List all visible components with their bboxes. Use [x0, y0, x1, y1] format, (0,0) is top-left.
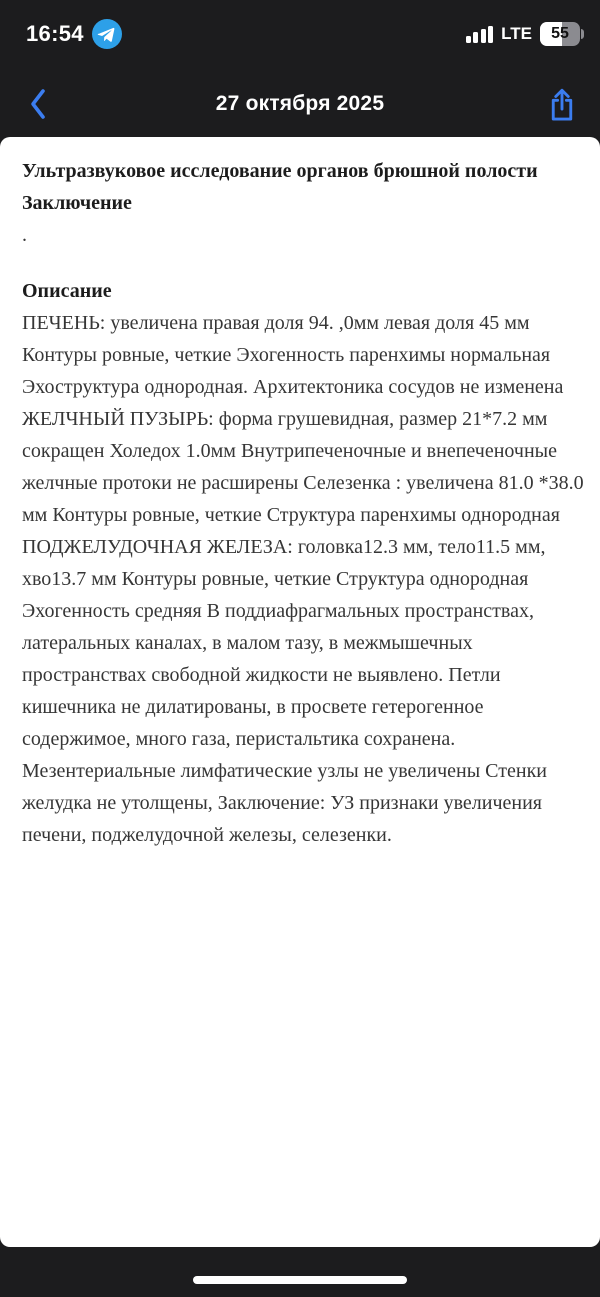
- document-line: Эхогенность средняя В поддиафрагмальных пространствах,: [22, 600, 534, 622]
- chevron-left-icon: [28, 88, 48, 120]
- document-page[interactable]: [0, 137, 600, 1247]
- document-line: латеральных каналах, в малом тазу, в межмышечных: [22, 632, 473, 654]
- document-dot-line: .: [22, 224, 27, 246]
- document-line: ПОДЖЕЛУДОЧНАЯ ЖЕЛЕЗА: головка12.3 мм, тело11.5 мм,: [22, 536, 546, 558]
- battery-percent-label: 55: [551, 24, 569, 42]
- document-line: хво13.7 мм Контуры ровные, четкие Структура однородная: [22, 568, 529, 590]
- nav-title: 27 октября 2025: [215, 92, 385, 115]
- document-line: Эхоструктура однородная. Архитектоника сосудов не изменена: [22, 376, 564, 398]
- document-line: желчные протоки не расширены Селезенка : увеличена 81.0 *38.0: [22, 472, 584, 494]
- document-line: Мезентериальные лимфатические узлы не увеличены Стенки: [22, 760, 547, 782]
- status-time: 16:54: [26, 20, 84, 46]
- document-line: ПЕЧЕНЬ: увеличена правая доля 94. ,0мм левая доля 45 мм: [22, 312, 530, 334]
- network-type-label: LTE: [501, 23, 532, 43]
- document-subtitle: Заключение: [22, 192, 132, 214]
- telegram-icon[interactable]: [92, 19, 122, 49]
- document-line: печени, поджелудочной железы, селезенки.: [22, 824, 392, 846]
- document-line: Контуры ровные, четкие Эхогенность паренхимы нормальная: [22, 344, 551, 366]
- document-line: сокращен Холедох 1.0мм Внутрипеченочные и внепеченочные: [22, 440, 557, 462]
- document-line: пространствах свободной жидкости не выявлено. Петли: [22, 664, 501, 686]
- document-line: ЖЕЛЧНЫЙ ПУЗЫРЬ: форма грушевидная, размер 21*7.2 мм: [22, 408, 548, 430]
- document-line: содержимое, много газа, перистальтика сохранена.: [22, 728, 456, 750]
- home-indicator[interactable]: [193, 1276, 407, 1284]
- back-button[interactable]: [14, 80, 62, 128]
- document-body: [22, 307, 584, 851]
- document-line: желудка не утолщены, Заключение: УЗ признаки увеличения: [22, 792, 543, 814]
- navigation-bar: [0, 55, 600, 137]
- battery-nub: [581, 29, 585, 39]
- status-bar-left: [26, 19, 122, 49]
- share-button[interactable]: [538, 80, 586, 128]
- cellular-signal-icon: [466, 25, 494, 43]
- document-line: мм Контуры ровные, четкие Структура паренхимы однородная: [22, 504, 560, 526]
- document-line: кишечника не дилатированы, в просвете гетерогенное: [22, 696, 484, 718]
- document-section-heading: Описание: [22, 280, 112, 302]
- battery-icon: [540, 22, 580, 46]
- bottom-bar: [0, 1247, 600, 1297]
- status-bar-right: [466, 22, 580, 46]
- status-bar: [0, 0, 600, 55]
- document-title: Ультразвуковое исследование органов брюшной полости: [22, 160, 538, 182]
- share-icon: [547, 85, 577, 123]
